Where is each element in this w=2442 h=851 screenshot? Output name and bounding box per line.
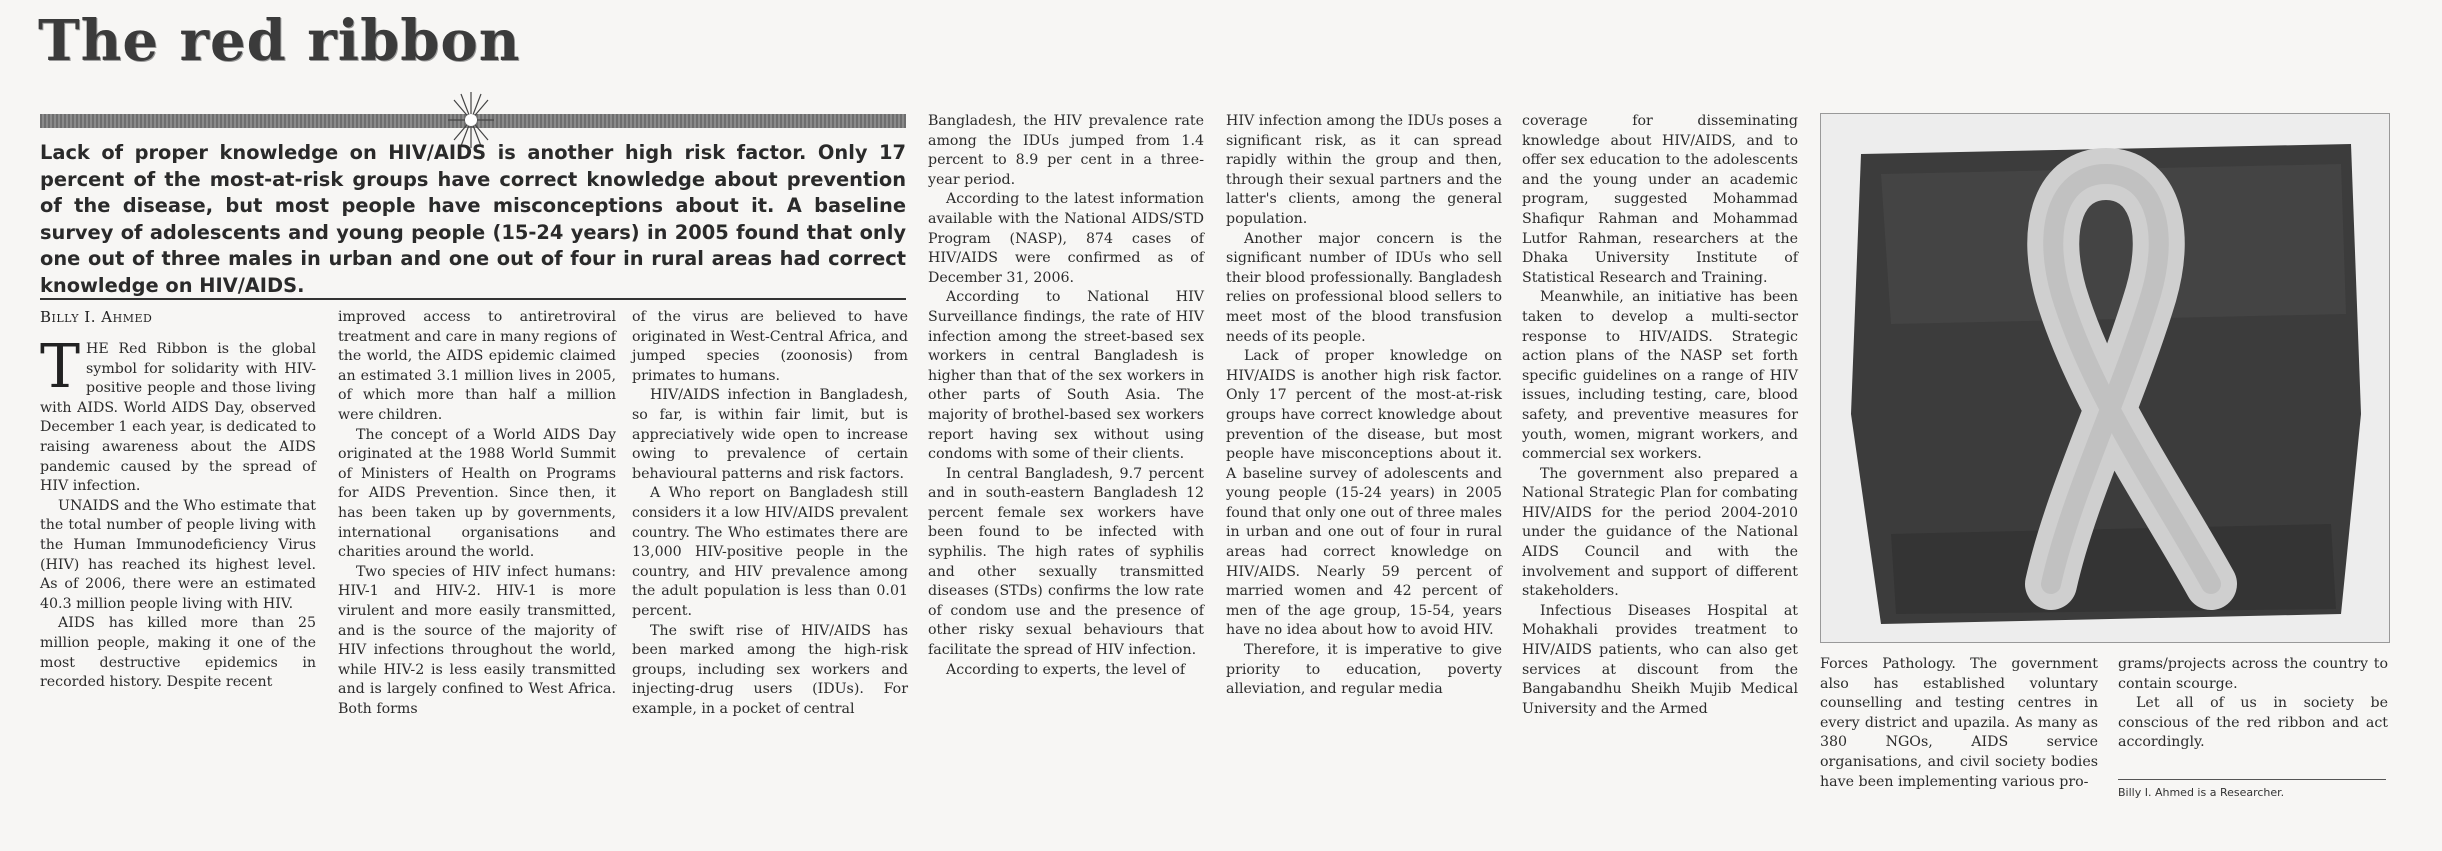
article-column-7 (1820, 655, 2098, 792)
article-paragraph: According to the latest information available with the National AIDS/STD Program (NASP), 874 cases of HIV/AIDS were confirmed as of December 31, 2006. (928, 191, 1204, 286)
article-paragraph: According to National HIV Surveillance findings, the rate of HIV infection among the street-based sex workers in central Bangladesh is higher than that of the sex workers in other parts of South Asia. The majority of brothel-based sex workers report having sex without using condoms with some of their clients. (928, 289, 1204, 463)
article-paragraph: Infectious Diseases Hospital at Mohakhali provides treatment to HIV/AIDS patients, who can also get services at discount from the Bangabandhu Sheikh Mujib Medical University and the Armed (1522, 602, 1798, 717)
article-paragraph: A Who report on Bangladesh still considers it a low HIV/AIDS prevalent country. The Who estimates there are 13,000 HIV-positive people in the country, and HIV prevalence among the adult population is less than 0.01 percent. (632, 485, 908, 619)
article-column-1 (40, 332, 316, 693)
article-paragraph: Bangladesh, the HIV prevalence rate among the IDUs jumped from 1.4 percent to 8.9 per cent in a three-year period. (928, 113, 1204, 188)
article-paragraph: THE Red Ribbon is the global symbol for solidarity with HIV-positive people and those living with AIDS. World AIDS Day, observed December 1 each year, is dedicated to raising awareness about the AIDS pandemic caused by the spread of HIV infection. (40, 332, 316, 495)
article-paragraph: Let all of us in society be conscious of the red ribbon and act accordingly. (2118, 695, 2388, 751)
article-column-2 (338, 308, 616, 719)
article-paragraph: Meanwhile, an initiative has been taken to develop a multi-sector response to HIV/AIDS. Strategic action plans of the NASP set forth specific guidelines on a range of HIV issues, including testing, care, blood safety, and preventive measures for youth, women, migrant workers, and commercial sex workers. (1522, 289, 1798, 463)
article-paragraph: Therefore, it is imperative to give priority to education, poverty alleviation, and regular media (1226, 642, 1502, 698)
drop-cap: T (40, 332, 81, 402)
red-ribbon-icon (1821, 114, 2389, 642)
article-paragraph: The government also prepared a National Strategic Plan for combating HIV/AIDS for the period 2004-2010 under the guidance of the National AIDS Council and with the involvement and support of different stakeholders. (1522, 465, 1798, 600)
author-note: Billy I. Ahmed is a Researcher. (2118, 786, 2285, 799)
article-paragraph: improved access to antiretroviral treatment and care in many regions of the world, the AIDS epidemic claimed an estimated 3.1 million lives in 2005, of which more than half a million were children. (338, 309, 616, 423)
article-paragraph: UNAIDS and the Who estimate that the total number of people living with the Human Immunodeficiency Virus (HIV) has reached its highest level. As of 2006, there were an estimated 40.3 million people living with HIV. (40, 497, 316, 612)
article-paragraph: The swift rise of HIV/AIDS has been marked among the high-risk groups, including sex workers and injecting-drug users (IDUs). For example, in a pocket of central (632, 622, 908, 717)
author-note-rule (2118, 779, 2386, 780)
red-ribbon-photo (1820, 113, 2390, 643)
article-paragraph: AIDS has killed more than 25 million people, making it one of the most destructive epidemics in recorded history. Despite recent (40, 615, 316, 691)
article-column-4 (928, 112, 1204, 680)
article-paragraph: Forces Pathology. The government also has established voluntary counselling and testing centres in every district and upazila. As many as 380 NGOs, AIDS service organisations, and civil society bodies have been implementing various pro- (1820, 656, 2098, 790)
article-paragraph: The concept of a World AIDS Day originated at the 1988 World Summit of Ministers of Health on Programs for AIDS Prevention. Since then, it has been taken up by governments, international organisations and charities around the world. (338, 426, 616, 561)
article-paragraph: In central Bangladesh, 9.7 percent and in south-eastern Bangladesh 12 percent female sex workers have been found to be infected with syphilis. The high rates of syphilis and other sexually transmitted diseases (STDs) confirms the low rate of condom use and the presence of other risky sexual behaviours that facilitate the spread of HIV infection. (928, 465, 1204, 659)
article-paragraph: grams/projects across the country to contain scourge. (2118, 656, 2388, 692)
article-column-5 (1226, 112, 1502, 700)
article-paragraph: of the virus are believed to have originated in West-Central Africa, and jumped species (zoonosis) from primates to humans. (632, 309, 908, 384)
article-column-8 (2118, 655, 2388, 753)
article-column-6 (1522, 112, 1798, 719)
article-paragraph: HIV/AIDS infection in Bangladesh, so far, is within fair limit, but is appreciatively wide open to increase owing to prevalence of certain behavioural patterns and risk factors. (632, 387, 908, 482)
deck-summary: Lack of proper knowledge on HIV/AIDS is another high risk factor. Only 17 percent of the most-at-risk groups have correct knowledge about prevention of the disease, but most people have misconceptions about it. A baseline survey of adolescents and young people (15-24 years) in 2005 found that only one out of three males in urban and one out of four in rural areas had correct knowledge on HIV/AIDS. (40, 141, 906, 297)
article-paragraph: According to experts, the level of (946, 661, 1186, 678)
article-paragraph: HIV infection among the IDUs poses a significant risk, as it can spread rapidly within the group and then, through their sexual partners and the latter's clients, among the general population. (1226, 113, 1502, 227)
article-column-3 (632, 308, 908, 719)
article-paragraph: Lack of proper knowledge on HIV/AIDS is another high risk factor. Only 17 percent of the most-at-risk groups have correct knowledge about prevention of the disease, but most people have misconceptions about it. A baseline survey of adolescents and young people (15-24 years) in 2005 found that only one out of three males in urban and one out of four in rural areas had correct knowledge on HIV/AIDS. Nearly 59 percent of married women and 42 percent of men of the age group, 15-54, years have no idea about how to avoid HIV. (1226, 348, 1502, 639)
deck-bottom-rule (40, 298, 906, 300)
headline: The red ribbon (38, 8, 521, 74)
article-paragraph: Two species of HIV infect humans: HIV-1 and HIV-2. HIV-1 is more virulent and more easily transmitted, and is the source of the majority of HIV infections throughout the world, while HIV-2 is less easily transmitted and is largely confined to West Africa. Both forms (338, 563, 616, 717)
byline: Billy I. Ahmed (40, 308, 153, 326)
article-paragraph: Another major concern is the significant number of IDUs who sell their blood professionally. Bangladesh relies on professional blood sellers to meet most of the blood transfusion needs of its people. (1226, 230, 1502, 345)
article-paragraph: coverage for disseminating knowledge about HIV/AIDS, and to offer sex education to the adolescents and the young under an academic program, suggested Mohammad Shafiqur Rahman and Mohammad Lutfor Rahman, researchers at the Dhaka University Institute of Statistical Research and Training. (1522, 113, 1798, 286)
